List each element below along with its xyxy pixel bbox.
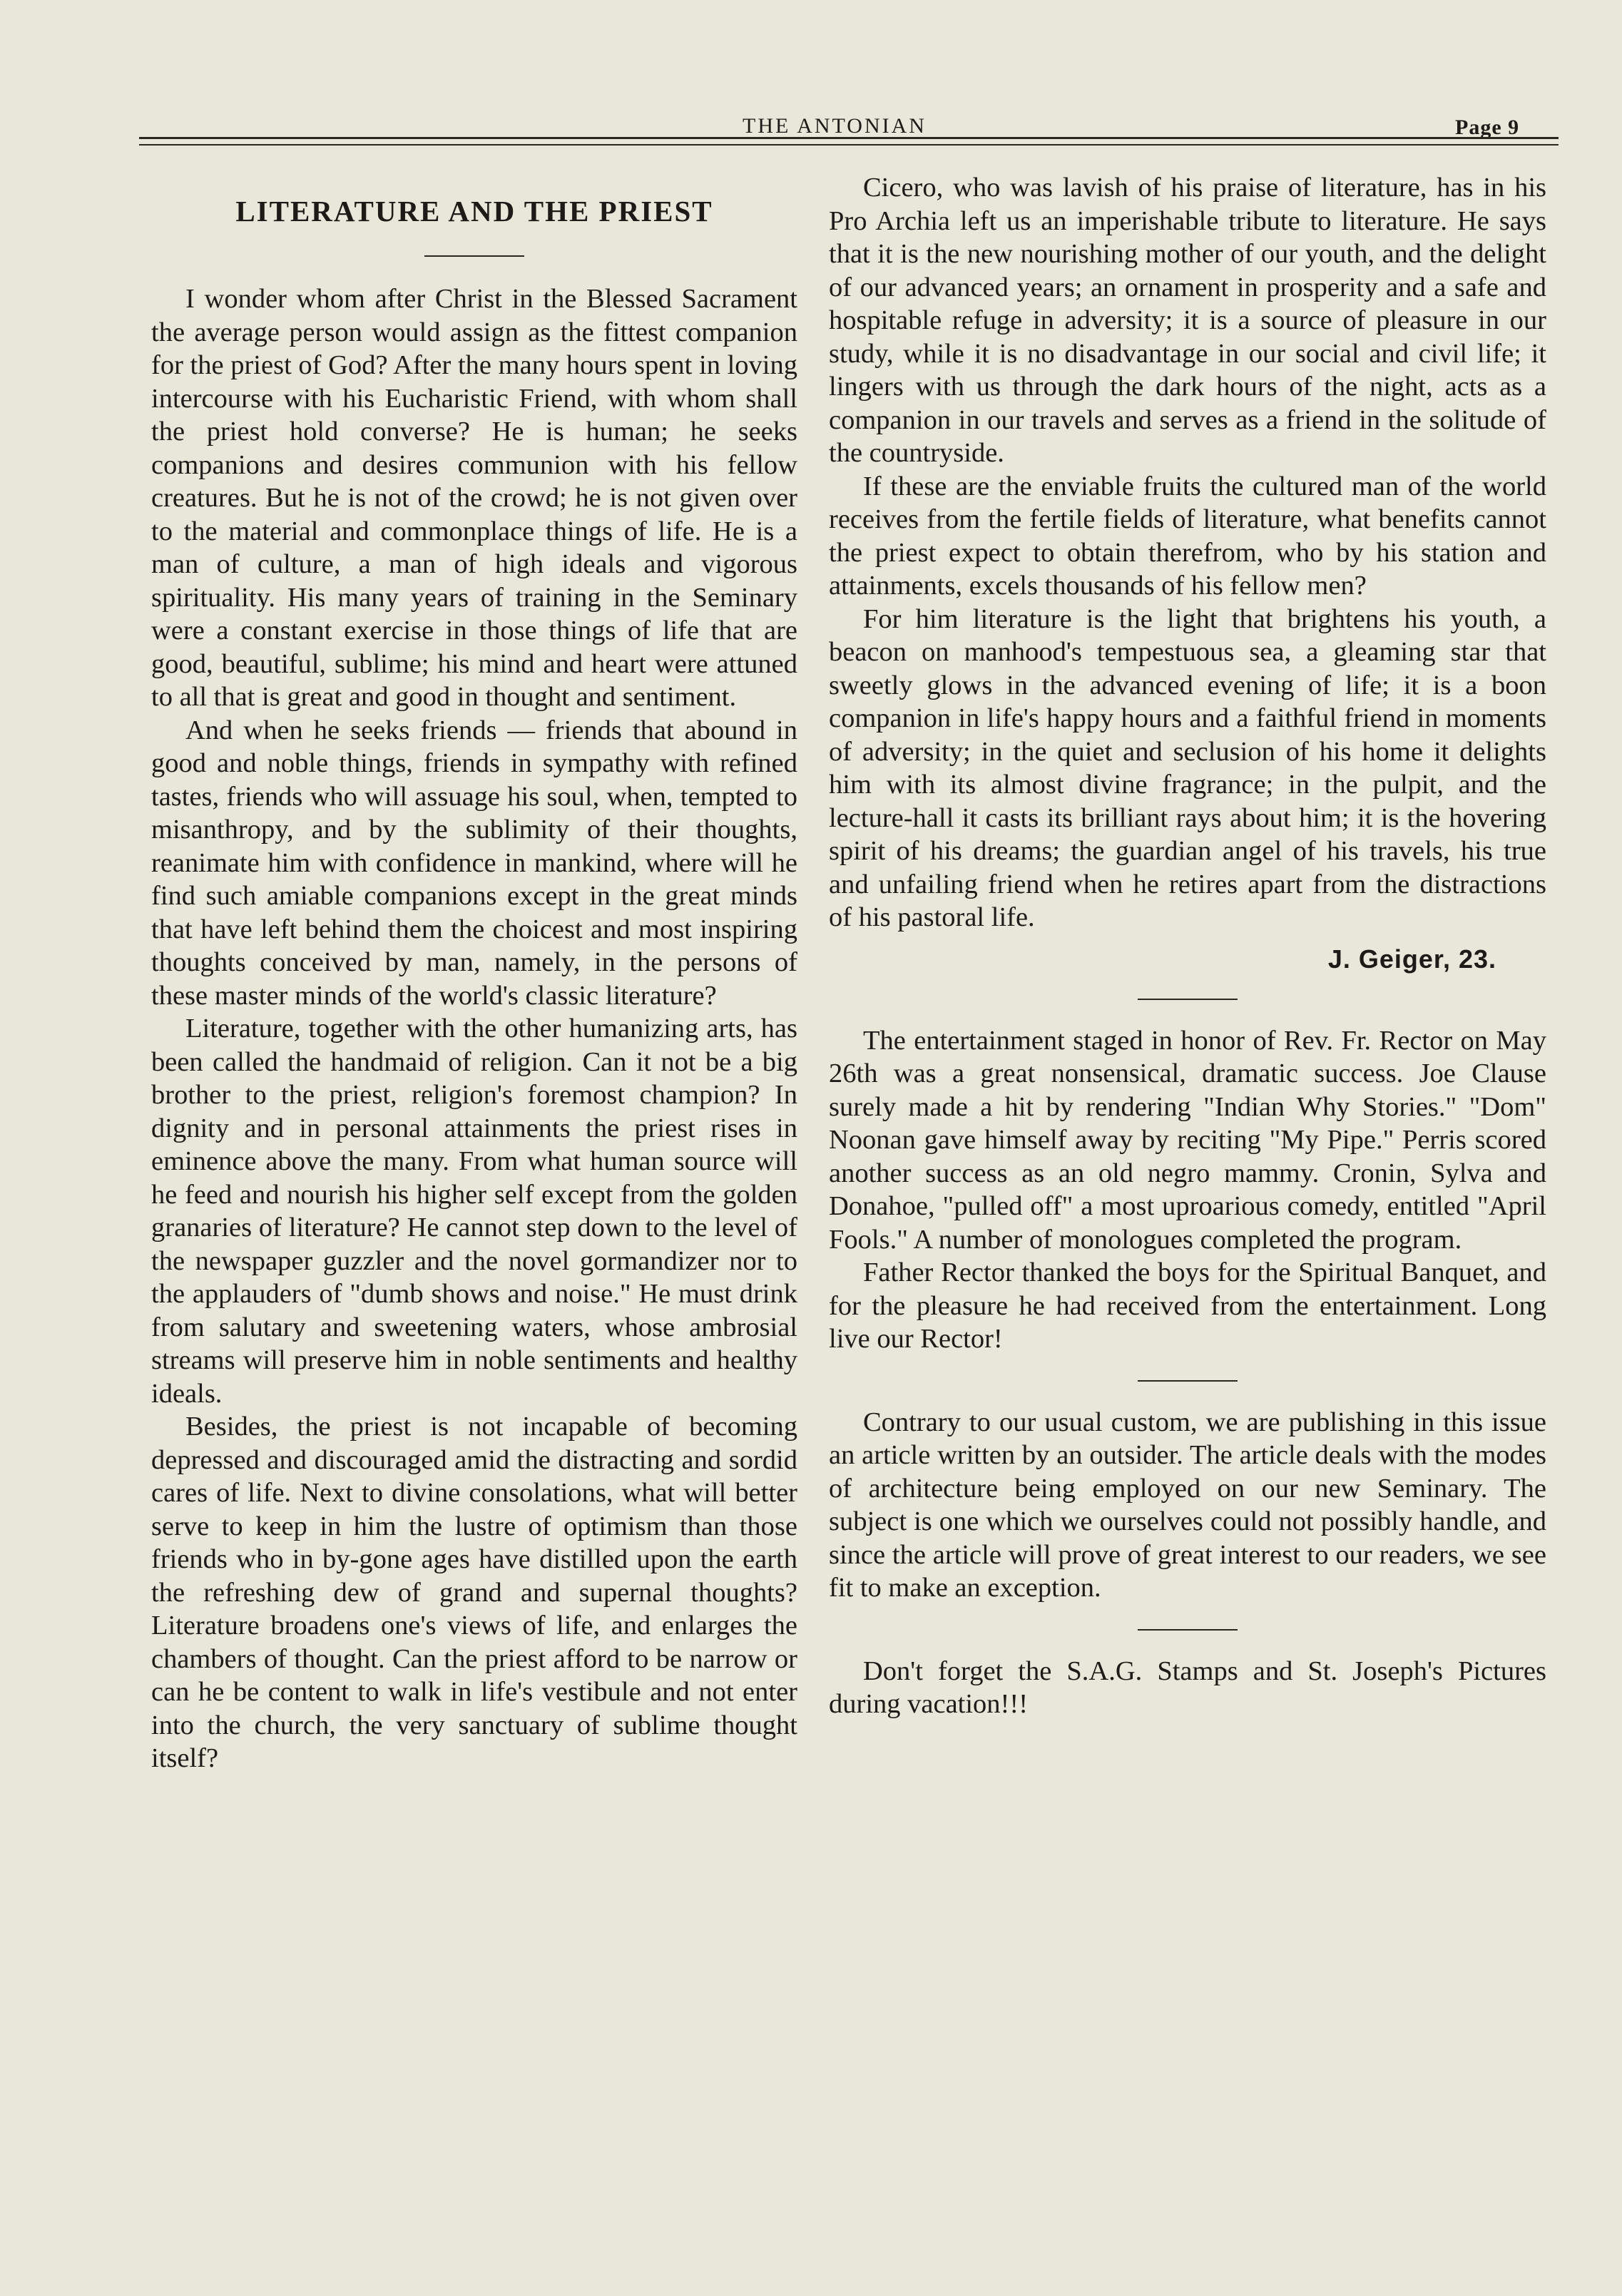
article-paragraph: I wonder whom after Christ in the Blessed Sacrament the average person would assign as the fittest companion for the priest of God? After the many hours spent in loving intercourse with his Eucharistic Friend, with whom shall the priest hold converse? He is human; he seeks companions and desires communion with his fellow creatures. But he is not of the crowd; he is not given over to the material and commonplace things of life. He is a man of culture, a man of high ideals and vigorous spirituality. His many years of training in the Seminary were a constant exercise in those things of life that are good, beautiful, sublime; his mind and heart were attuned to all that is great and good in thought and sentiment. [151, 284, 797, 712]
section-divider [1138, 1629, 1238, 1631]
title-divider [424, 255, 524, 257]
news-paragraph: Father Rector thanked the boys for the Spiritual Banquet, and for the pleasure he had received from the entertainment. Long live our Rector! [829, 1257, 1546, 1354]
article-paragraph: For him literature is the light that brightens his youth, a beacon on manhood's tempestuous sea, a gleaming star that sweetly glows in the advanced evening of life; it is a boon companion in life's happy hours and a faithful friend in moments of adversity; in the quiet and seclusion of his home it delights him with its almost divine fragrance; in the pulpit, and the lecture-hall it casts its brilliant rays about him; it is the hovering spirit of his dreams; the guardian angel of his travels, his true and unfailing friend when he retires apart from the distractions of his pastoral life. [829, 603, 1546, 932]
article-paragraph: And when he seeks friends — friends that abound in good and noble things, friends in sympathy with refined tastes, friends who will assuage his soul, when, tempted to misanthropy, and by the sublimity of their thoughts, reanimate him with confidence in mankind, where will he find such amiable companions except in the great minds that have left behind them the choicest and most inspiring thoughts conceived by man, namely, in the persons of these master minds of the world's classic literature? [151, 715, 797, 1011]
left-column [151, 171, 797, 1775]
news-paragraph: The entertainment staged in honor of Rev. Fr. Rector on May 26th was a great nonsensical, dramatic success. Joe Clause surely made a hit by rendering "Indian Why Stories." "Dom" Noonan gave himself away by reciting "My Pipe." Perris scored another success as an old negro mammy. Cronin, Sylva and Donahoe, "pulled off" a most uproarious comedy, entitled "April Fools." A number of monologues completed the program. [829, 1025, 1546, 1255]
notice-paragraph: Contrary to our usual custom, we are publishing in this issue an article written by an outsider. The article deals with the modes of architecture being employed on our new Seminary. The subject is one which we ourselves could not possibly handle, and since the article will prove of great interest to our readers, we see fit to make an exception. [829, 1407, 1546, 1603]
header-rule [139, 137, 1559, 146]
page-number: Page 9 [1455, 116, 1520, 139]
author-signature: J. Geiger, 23. [1327, 944, 1496, 974]
article-title: LITERATURE AND THE PRIEST [235, 195, 713, 228]
article-paragraph: If these are the enviable fruits the cultured man of the world receives from the fertile fields of literature, what benefits cannot the priest expect to obtain therefrom, who by his station and attainments, excels thousands of his fellow men? [829, 471, 1546, 601]
publication-name: THE ANTONIAN [743, 114, 927, 138]
article-paragraph: Cicero, who was lavish of his praise of literature, has in his Pro Archia left us an imperishable tribute to literature. He says that it is the new nourishing mother of our youth, and the delight of our advanced years; an ornament in prosperity and a safe and hospitable refuge in adversity; it is a source of pleasure in our study, while it is no disadvantage in our social and civil life; it lingers with us through the dark hours of the night, acts as a companion in our travels and serves as a friend in the solitude of the countryside. [829, 173, 1546, 468]
reminder-paragraph: Don't forget the S.A.G. Stamps and St. Joseph's Pictures during vacation!!! [829, 1655, 1546, 1719]
section-divider [1138, 1380, 1238, 1382]
article-paragraph: Literature, together with the other humanizing arts, has been called the handmaid of religion. Can it not be a big brother to the priest, religion's foremost champion? In dignity and in personal attainments the priest rises in eminence above the many. From what human source will he feed and nourish his higher self except from the golden granaries of literature? He cannot step down to the level of the newspaper guzzler and the novel gormandizer nor to the applauders of "dumb shows and noise." He must drink from salutary and sweetening waters, whose ambrosial streams will preserve him in noble sentiments and healthy ideals. [151, 1014, 797, 1409]
section-divider [1138, 999, 1238, 1000]
right-column [829, 171, 1546, 1721]
article-paragraph: Besides, the priest is not incapable of becoming depressed and discouraged amid the distracting and sordid cares of life. Next to divine consolations, what will better serve to keep in him the lustre of optimism than those friends who in by-gone ages have distilled upon the earth the refreshing dew of grand and supernal thoughts? Literature broadens one's views of life, and enlarges the chambers of thought. Can the priest afford to be narrow or can he be content to walk in life's vestibule and not enter into the church, the very sanctuary of sublime thought itself? [151, 1412, 797, 1773]
